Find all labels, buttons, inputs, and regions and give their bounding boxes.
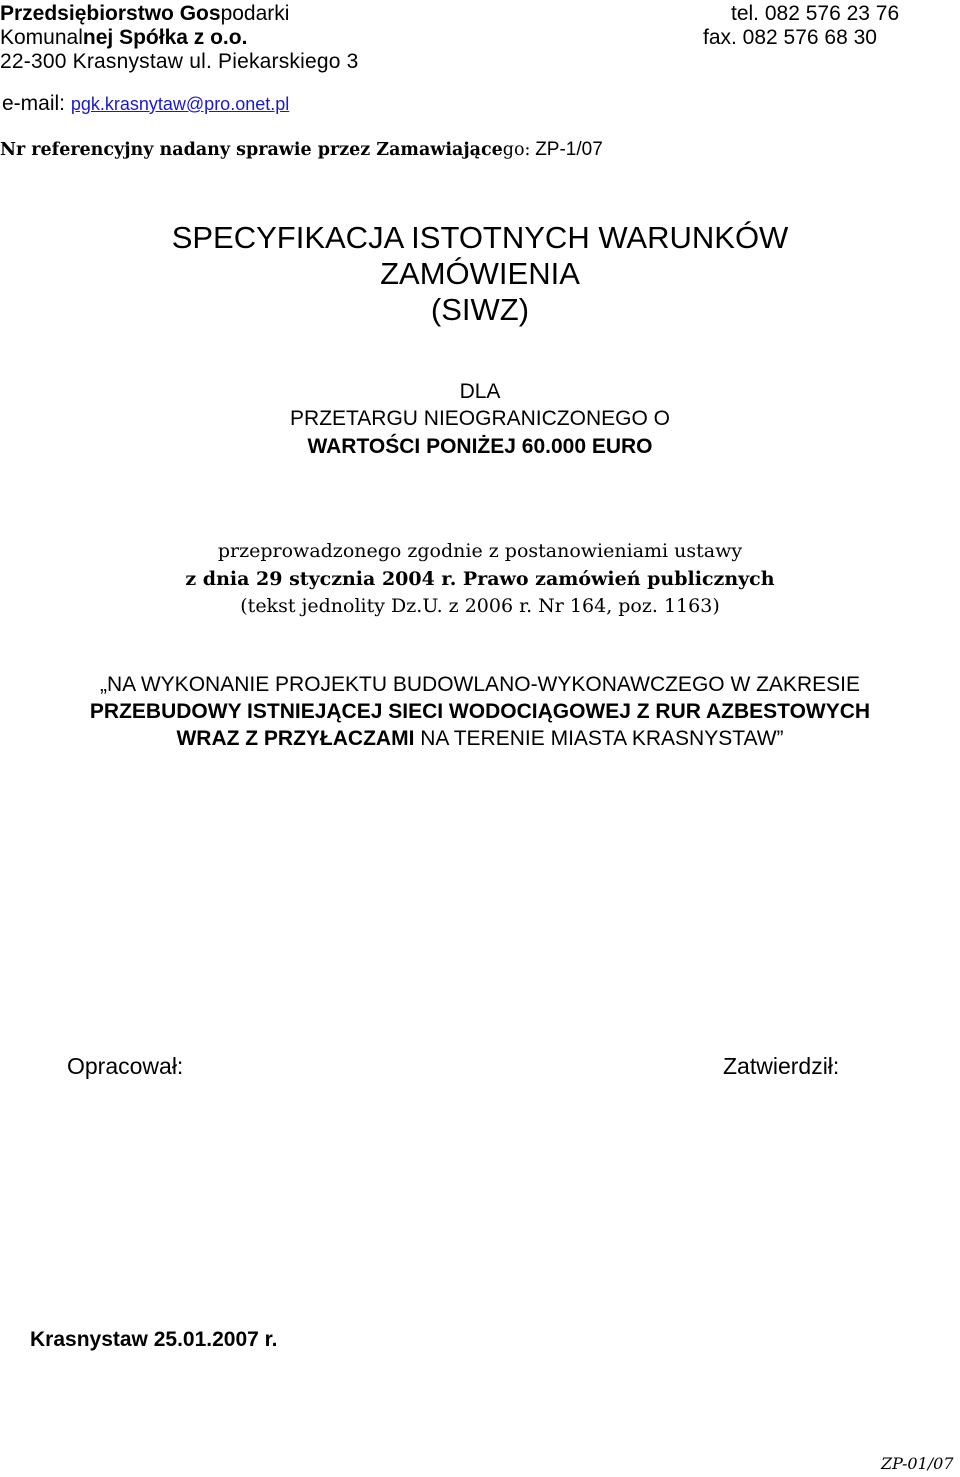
legal-basis-line3: (tekst jednolity Dz.U. z 2006 r. Nr 164, poz. 1163) xyxy=(240,595,720,617)
email-line xyxy=(2,92,289,116)
company-name-rest: podarki xyxy=(220,2,290,25)
prepared-by-label: Opracował: xyxy=(67,1053,184,1079)
company-name-line2 xyxy=(0,26,247,50)
approved-by-label: Zatwierdził: xyxy=(723,1053,840,1079)
company-name-line1 xyxy=(0,2,289,26)
company-type-rest: Komunal xyxy=(0,26,83,49)
reference-value: ZP-1/07 xyxy=(535,139,603,160)
subject-line2: PRZEBUDOWY ISTNIEJĄCEJ SIECI WODOCIĄGOWEJ Z RUR AZBESTOWYCH xyxy=(89,700,871,723)
document-title-line2: ZAMÓWIENIA xyxy=(380,256,580,291)
email-label: e-mail: xyxy=(2,92,66,115)
subject-line3-rest: NA TERENIE MIASTA KRASNYSTAW” xyxy=(414,727,784,750)
subject-line3-bold: WRAZ Z PRZYŁACZAMI xyxy=(176,727,415,750)
reference-label-rest: go: xyxy=(502,140,531,160)
company-name-bold: Przedsiębiorstwo Gos xyxy=(0,2,221,25)
legal-basis-line2: z dnia 29 stycznia 2004 r. Prawo zamówień publicznych xyxy=(185,568,775,590)
page-code: ZP-01/07 xyxy=(881,1454,954,1473)
document-title-line3: (SIWZ) xyxy=(430,292,530,327)
company-fax: fax. 082 576 68 30 xyxy=(703,26,877,49)
subject-line1: „NA WYKONANIE PROJEKTU BUDOWLANO-WYKONAWCZEGO W ZAKRESIE xyxy=(100,673,860,696)
tender-line3: WARTOŚCI PONIŻEJ 60.000 EURO xyxy=(307,435,653,458)
company-type-bold: nej Spółka z o.o. xyxy=(82,26,248,49)
email-link[interactable]: pgk.krasnytaw@pro.onet.pl xyxy=(70,94,290,114)
reference-number xyxy=(0,138,603,162)
reference-label-bold: Nr referencyjny nadany sprawie przez Zamawiające xyxy=(0,140,503,160)
document-title-line1: SPECYFIKACJA ISTOTNYCH WARUNKÓW xyxy=(171,220,789,255)
place-and-date: Krasnystaw 25.01.2007 r. xyxy=(30,1328,278,1351)
company-address: 22-300 Krasnystaw ul. Piekarskiego 3 xyxy=(0,50,359,73)
legal-basis-line1: przeprowadzonego zgodnie z postanowieniami ustawy xyxy=(217,540,743,562)
tender-line1: DLA xyxy=(459,380,501,403)
subject-line3 xyxy=(0,727,960,751)
tender-line2: PRZETARGU NIEOGRANICZONEGO O xyxy=(290,407,670,430)
company-phone: tel. 082 576 23 76 xyxy=(731,2,900,25)
